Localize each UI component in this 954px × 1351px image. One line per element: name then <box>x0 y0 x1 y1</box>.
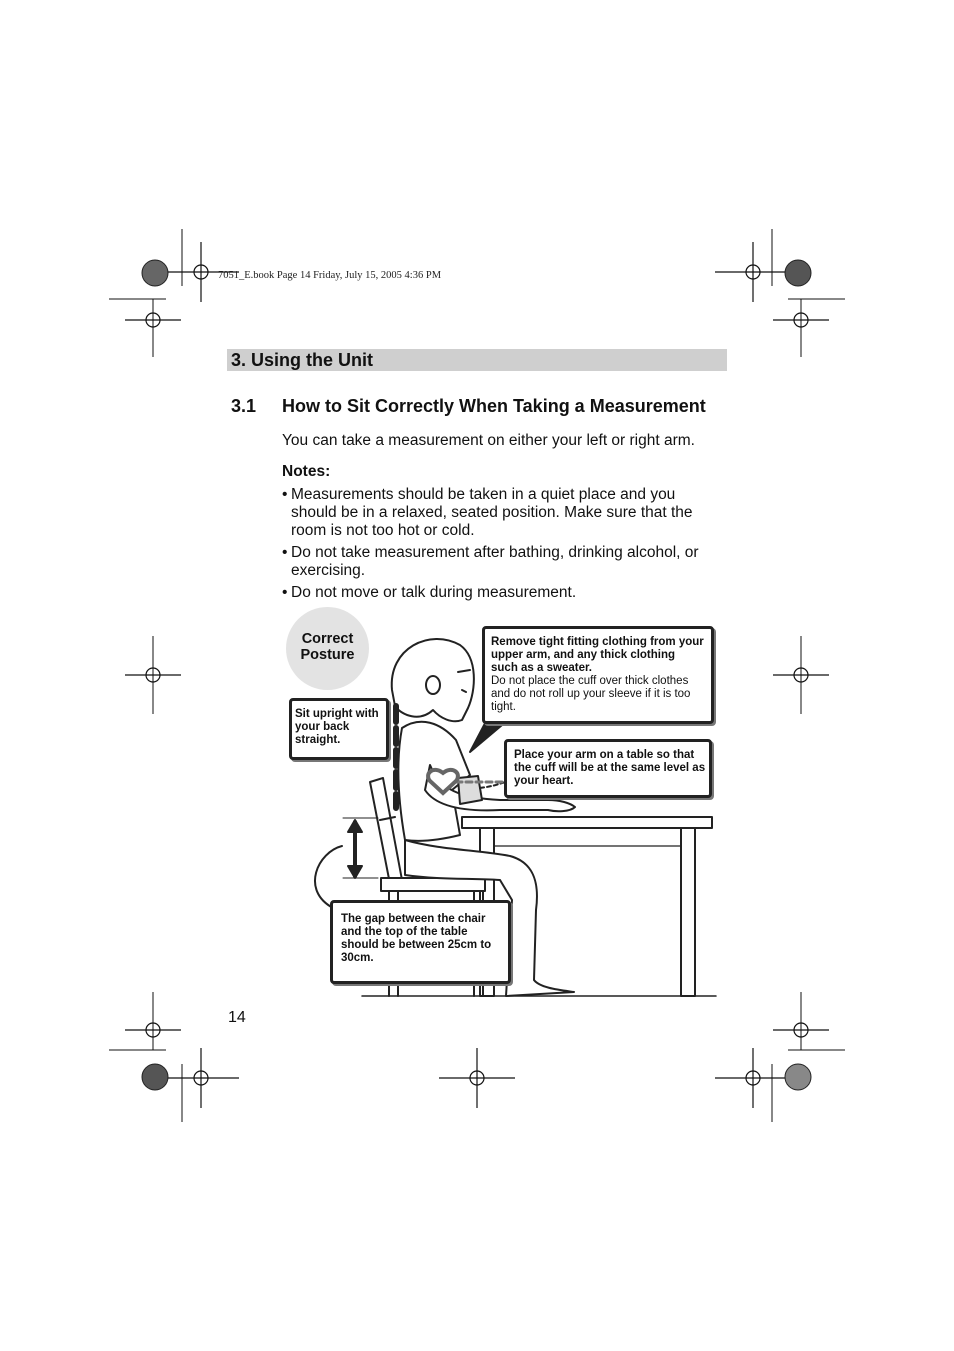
callout-gap <box>330 900 511 984</box>
callout-clothing-normal: Do not place the cuff over thick clothes and do not roll up your sleeve if it is too tight. <box>491 675 691 713</box>
notes-label: Notes: <box>282 463 331 480</box>
print-header: 7051_E.book Page 14 Friday, July 15, 2005 4:36 PM <box>218 270 442 281</box>
note-item: • Do not take measurement after bathing, drinking alcohol, or exercising. <box>282 544 722 580</box>
subsection-title: How to Sit Correctly When Taking a Measurement <box>282 396 706 416</box>
page-number: 14 <box>228 1009 246 1026</box>
note-item: • Do not move or talk during measurement. <box>282 584 722 602</box>
intro-text: You can take a measurement on either your left or right arm. <box>282 432 695 449</box>
callout-sit-upright-text: Sit upright with your back straight. <box>295 708 379 746</box>
section-title: 3. Using the Unit <box>231 350 374 370</box>
callout-sit-upright <box>289 698 389 760</box>
badge-line-2: Posture <box>300 647 355 663</box>
callout-arm-table-text: Place your arm on a table so that the cuff will be at the same level as your heart. <box>514 749 706 787</box>
correct-posture-badge <box>286 607 369 690</box>
callout-arm-table <box>504 739 712 798</box>
subsection-number: 3.1 <box>231 396 257 416</box>
callout-clothing-bold: Remove tight fitting clothing from your upper arm, and any thick clothing such as a sweater. <box>491 636 704 674</box>
note-item: • Measurements should be taken in a quiet place and you should be in a relaxed, seated position. Make sure that the room is not too hot or cold. <box>282 486 722 540</box>
badge-line-1: Correct <box>301 631 354 647</box>
callout-clothing <box>482 626 714 724</box>
callout-gap-text: The gap between the chair and the top of the table should be between 25cm to 30cm. <box>341 913 492 964</box>
